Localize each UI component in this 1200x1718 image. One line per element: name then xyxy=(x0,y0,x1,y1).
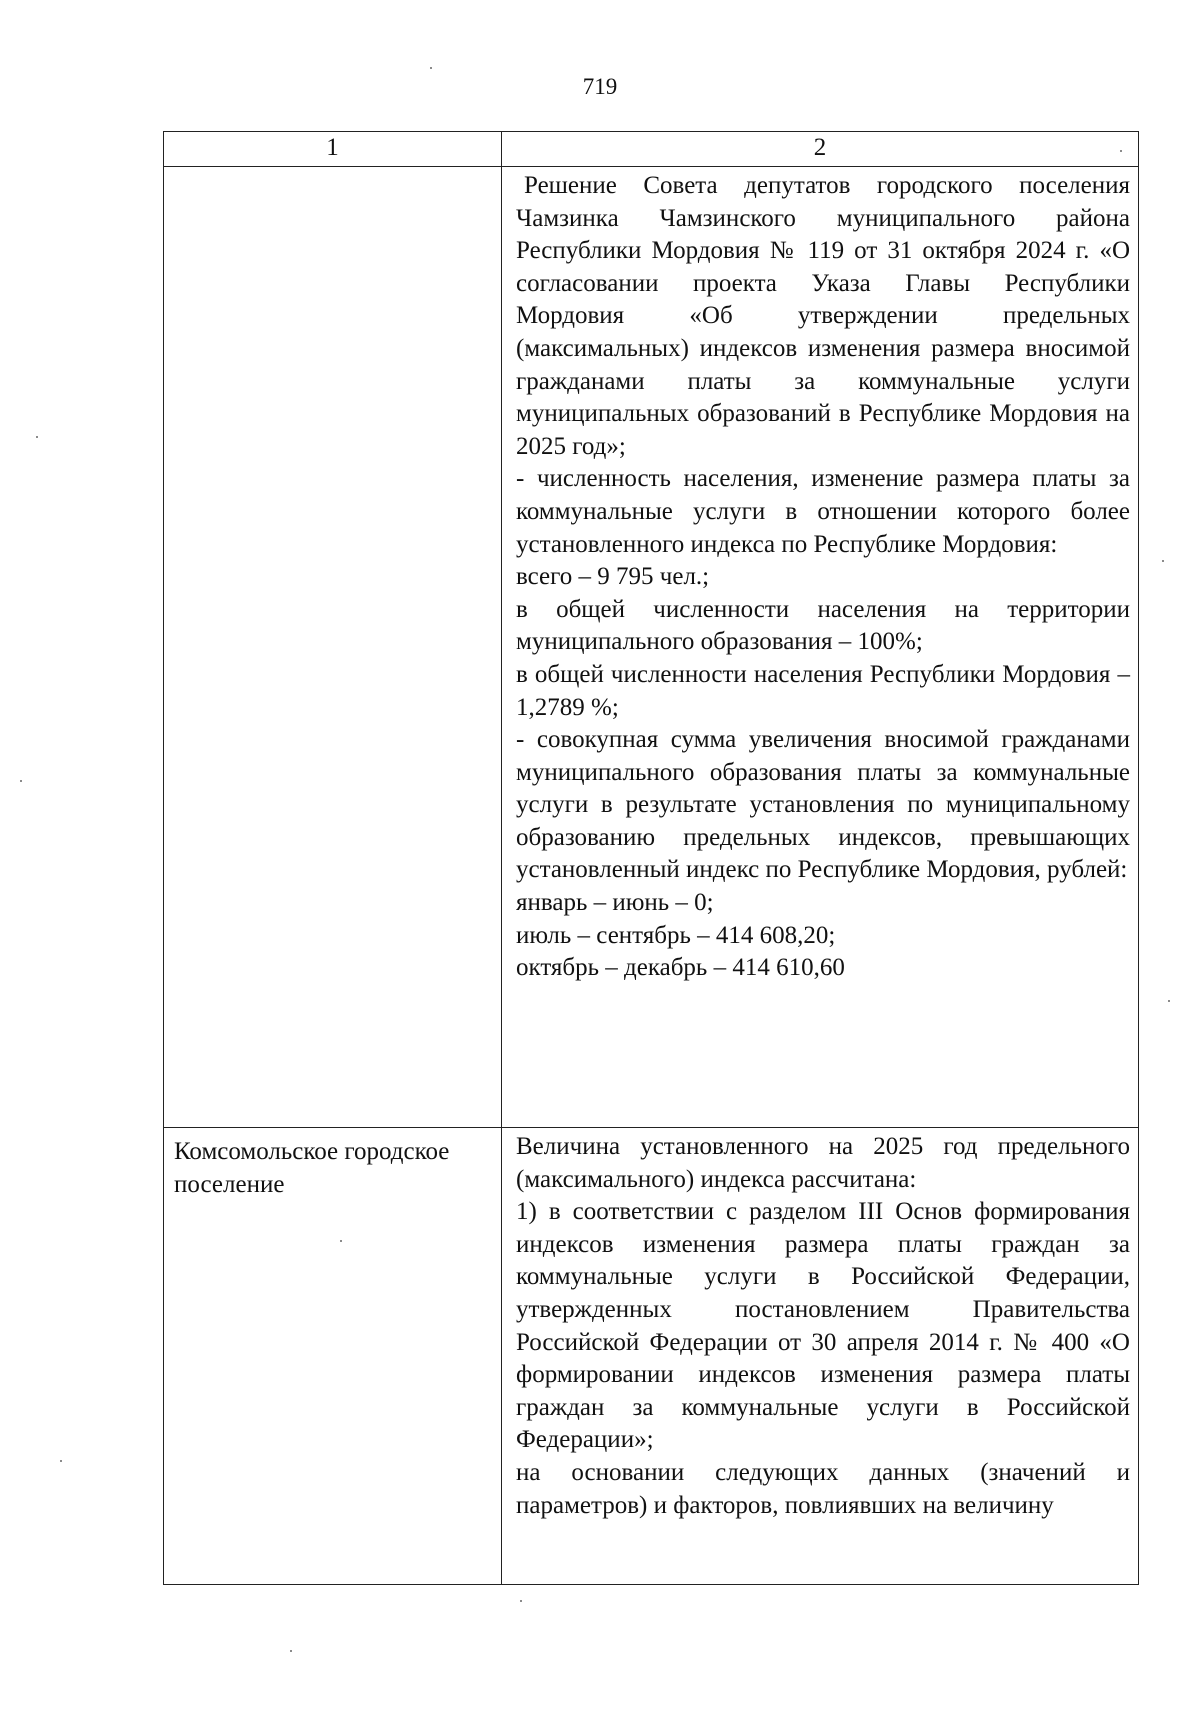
scan-speck xyxy=(520,1600,522,1602)
table-header-row xyxy=(164,132,1139,167)
scan-speck xyxy=(60,1460,62,1462)
column-header-2: 2 xyxy=(502,132,1139,167)
paragraph: в общей численности населения Республики Мордовия – 1,2789 %; xyxy=(516,660,1130,721)
paragraph: - совокупная сумма увеличения вносимой гражданами муниципального образования платы за коммунальные услуги в результате установления по муниципальному образованию предельных индексов, превышающих установленный индекс по Республике Мордовия, рублей: xyxy=(516,726,1130,884)
paragraph: на основании следующих данных (значений и параметров) и факторов, повлиявших на величину xyxy=(516,1458,1130,1519)
paragraph: Решение Совета депутатов городского поселения Чамзинка Чамзинского муниципального района Республики Мордовия № 119 от 31 октября 2024 г. «О согласовании проекта Указа Главы Республики Мордовия «Об утверждении предельных (максимальных) индексов изменения размера вносимой гражданами платы за коммунальные услуги муниципальных образований в Республике Мордовия на 2025 год»; xyxy=(516,172,1130,460)
paragraph: январь – июнь – 0; xyxy=(516,889,714,917)
paragraph: всего – 9 795 чел.; xyxy=(516,563,710,591)
scan-speck xyxy=(36,436,38,438)
scan-speck xyxy=(1168,1000,1170,1002)
page-number: 719 xyxy=(582,74,618,99)
paragraph: июль – сентябрь – 414 608,20; xyxy=(516,921,836,949)
column-header-1: 1 xyxy=(164,132,502,167)
scan-speck xyxy=(1162,560,1164,562)
description-cell xyxy=(502,1128,1139,1585)
paragraph: - численность населения, изменение размера платы за коммунальные услуги в отношении которого более установленного индекса по Республике Мордовия: xyxy=(516,465,1130,558)
scan-speck xyxy=(290,1650,292,1652)
scan-speck xyxy=(340,1240,342,1242)
paragraph: 1) в соответствии с разделом III Основ формирования индексов изменения размера платы граждан за коммунальные услуги в Российской Федерации, утвержденных постановлением Правительства Российской Федерации от 30 апреля 2014 г. № 400 «О формировании индексов изменения размера платы граждан за коммунальные услуги в Российской Федерации»; xyxy=(516,1198,1130,1454)
scan-speck xyxy=(20,780,22,782)
paragraph: в общей численности населения на территории муниципального образования – 100%; xyxy=(516,595,1130,656)
paragraph: октябрь – декабрь – 414 610,60 xyxy=(516,954,845,982)
scan-speck xyxy=(1120,150,1122,152)
table-row xyxy=(164,167,1139,1128)
data-table xyxy=(163,131,1139,1585)
scan-speck xyxy=(430,67,432,69)
table-row xyxy=(164,1128,1139,1585)
paragraph: Величина установленного на 2025 год предельного (максимального) индекса рассчитана: xyxy=(516,1133,1130,1193)
description-cell xyxy=(502,167,1139,1128)
municipality-cell: Комсомольское городское поселение xyxy=(164,1128,502,1585)
municipality-cell xyxy=(164,167,502,1128)
